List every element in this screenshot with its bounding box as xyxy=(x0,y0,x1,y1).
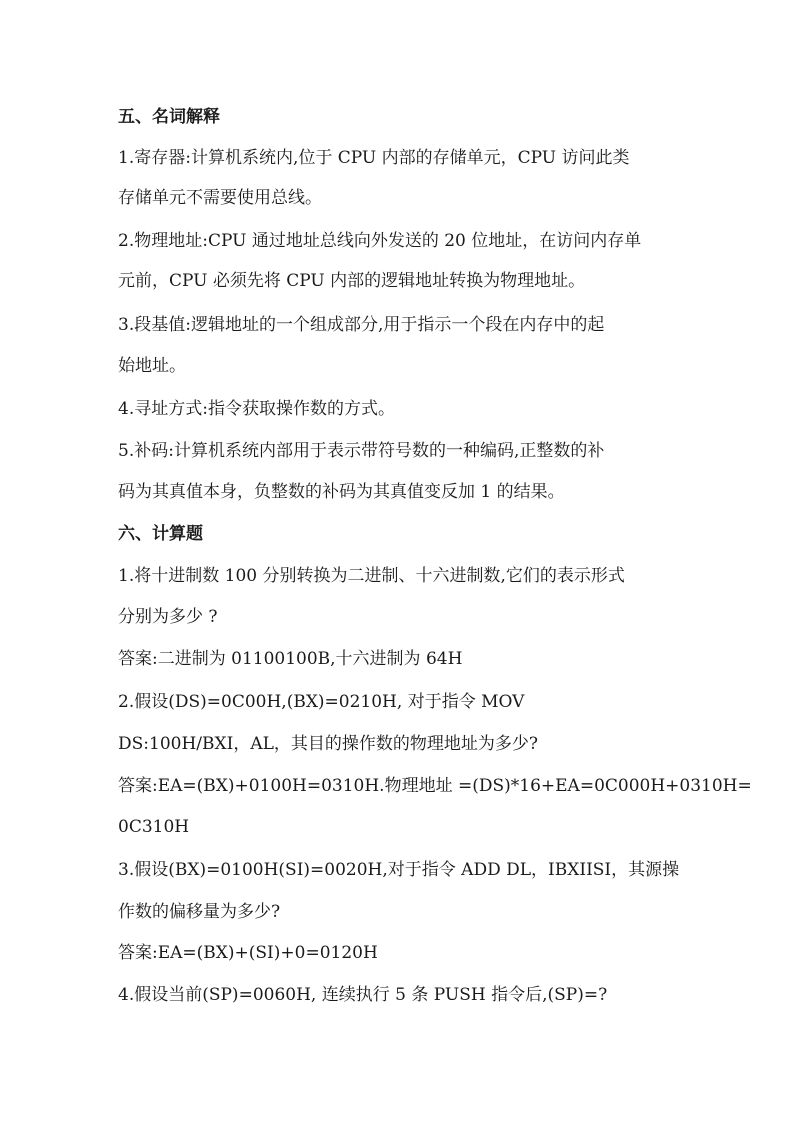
section-heading-terms: 五、名词解释 xyxy=(118,107,220,127)
question-4-line-1: 4.假设当前(SP)=0060H, 连续执行 5 条 PUSH 指令后,(SP)=? xyxy=(118,985,608,1005)
question-1-line-2: 分别为多少 ? xyxy=(118,607,218,627)
question-3-line-1: 3.假设(BX)=0100H(SI)=0020H,对于指令 ADD DL，IBXIISI，其源操 xyxy=(118,860,680,880)
term-item-5-line-1: 5.补码:计算机系统内部用于表示带符号数的一种编码,正整数的补 xyxy=(118,441,605,461)
question-2-line-2: DS:100H/BXI，AL，其目的操作数的物理地址为多少? xyxy=(118,734,538,754)
term-item-2-line-1: 2.物理地址:CPU 通过地址总线向外发送的 20 位地址，在访问内存单 xyxy=(118,231,642,251)
answer-2-line-1: 答案:EA=(BX)+0100H=0310H.物理地址 =(DS)*16+EA=0C000H+0310H= xyxy=(118,776,752,796)
term-item-5-line-2: 码为其真值本身，负整数的补码为其真值变反加 1 的结果。 xyxy=(118,482,565,502)
term-item-4-line-1: 4.寻址方式:指令获取操作数的方式。 xyxy=(118,399,395,419)
term-item-3-line-1: 3.段基值:逻辑地址的一个组成部分,用于指示一个段在内存中的起 xyxy=(118,315,605,335)
term-item-3-line-2: 始地址。 xyxy=(118,356,186,376)
question-2-line-1: 2.假设(DS)=0C00H,(BX)=0210H, 对于指令 MOV xyxy=(118,692,525,712)
term-item-1-line-2: 存储单元不需要使用总线。 xyxy=(118,188,322,208)
answer-3-line-1: 答案:EA=(BX)+(SI)+0=0120H xyxy=(118,943,378,963)
question-1-line-1: 1.将十进制数 100 分别转换为二进制、十六进制数,它们的表示形式 xyxy=(118,566,625,586)
question-3-line-2: 作数的偏移量为多少? xyxy=(118,902,281,922)
term-item-1-line-1: 1.寄存器:计算机系统内,位于 CPU 内部的存储单元，CPU 访问此类 xyxy=(118,148,630,168)
answer-1-line-1: 答案:二进制为 01100100B,十六进制为 64H xyxy=(118,649,463,669)
answer-2-line-2: 0C310H xyxy=(118,817,190,837)
section-heading-calculation: 六、计算题 xyxy=(118,524,203,544)
term-item-2-line-2: 元前，CPU 必须先将 CPU 内部的逻辑地址转换为物理地址。 xyxy=(118,271,586,291)
